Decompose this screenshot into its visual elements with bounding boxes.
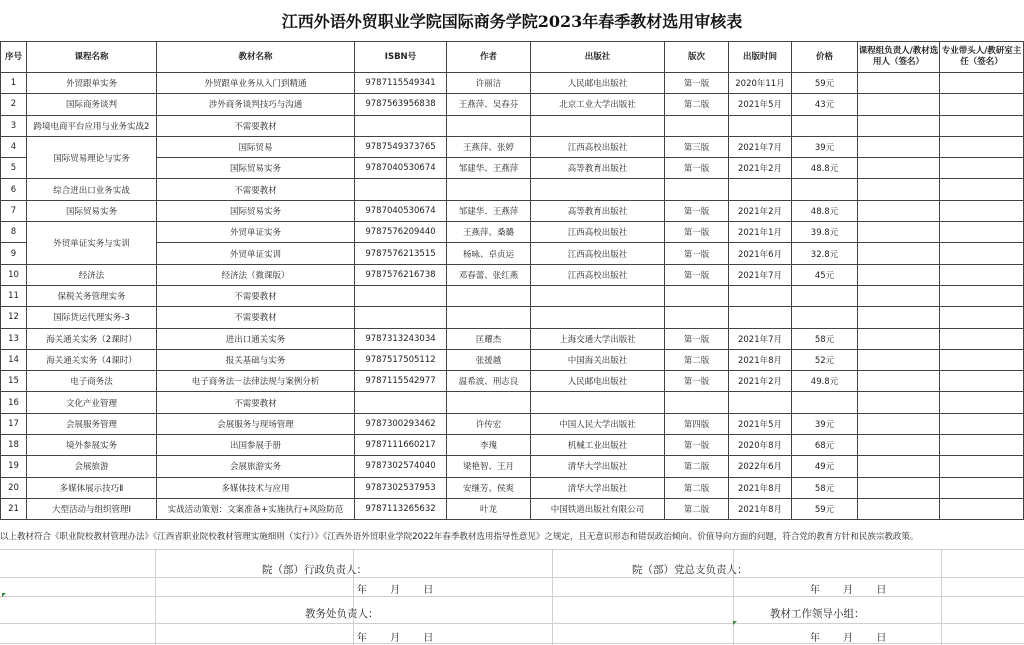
cell-edition: 第二版 xyxy=(665,477,729,498)
cell-sign-course-lead xyxy=(858,435,940,456)
cell-edition xyxy=(665,115,729,136)
cell-course: 经济法 xyxy=(27,264,157,285)
cell-sign-major-lead xyxy=(940,435,1024,456)
cell-sign-course-lead xyxy=(858,200,940,221)
cell-sign-course-lead xyxy=(858,179,940,200)
signature-party-head-label: 院（部）党总支负责人： xyxy=(632,564,748,576)
cell-isbn: 9787563956838 xyxy=(355,94,447,115)
cell-edition: 第一版 xyxy=(665,328,729,349)
cell-sign-major-lead xyxy=(940,179,1024,200)
cell-pubdate: 2021年2月 xyxy=(729,158,792,179)
cell-textbook: 不需要教材 xyxy=(157,307,355,328)
cell-pubdate: 2020年11月 xyxy=(729,73,792,94)
cell-sign-course-lead xyxy=(858,477,940,498)
cell-pubdate xyxy=(729,179,792,200)
cell-price: 49.8元 xyxy=(792,371,858,392)
cell-isbn: 9787040530674 xyxy=(355,158,447,179)
header-sign-course-lead: 课程组负责人/教材选用人（签名） xyxy=(858,42,940,73)
cell-seq: 9 xyxy=(1,243,27,264)
cell-course: 会展旅游 xyxy=(27,456,157,477)
cell-author: 王燕萍、吴春芬 xyxy=(447,94,531,115)
table-row xyxy=(1,328,1024,349)
cell-isbn: 9787300293462 xyxy=(355,413,447,434)
cell-pubdate: 2021年1月 xyxy=(729,222,792,243)
cell-textbook: 外贸单证实务 xyxy=(157,222,355,243)
cell-pubdate: 2021年5月 xyxy=(729,94,792,115)
cell-seq: 20 xyxy=(1,477,27,498)
header-isbn: ISBN号 xyxy=(355,42,447,73)
cell-comment-icon xyxy=(2,593,6,597)
header-textbook: 教材名称 xyxy=(157,42,355,73)
cell-course: 跨境电商平台应用与业务实战2 xyxy=(27,115,157,136)
cell-sign-major-lead xyxy=(940,200,1024,221)
table-row xyxy=(1,73,1024,94)
cell-course: 外贸跟单实务 xyxy=(27,73,157,94)
cell-pubdate xyxy=(729,115,792,136)
cell-textbook: 出国参展手册 xyxy=(157,435,355,456)
cell-isbn: 9787549373765 xyxy=(355,136,447,157)
cell-seq: 10 xyxy=(1,264,27,285)
cell-author: 邹建华、王燕萍 xyxy=(447,158,531,179)
cell-edition: 第一版 xyxy=(665,264,729,285)
cell-author xyxy=(447,392,531,413)
cell-price: 58元 xyxy=(792,328,858,349)
grid-line xyxy=(0,596,1024,597)
cell-publisher xyxy=(531,392,665,413)
cell-author: 李瑰 xyxy=(447,435,531,456)
cell-price xyxy=(792,307,858,328)
cell-textbook: 国际贸易实务 xyxy=(157,158,355,179)
table-row xyxy=(1,264,1024,285)
table-row xyxy=(1,222,1024,243)
table-row xyxy=(1,115,1024,136)
cell-isbn: 9787302574040 xyxy=(355,456,447,477)
cell-textbook: 进出口通关实务 xyxy=(157,328,355,349)
cell-price: 49元 xyxy=(792,456,858,477)
cell-author xyxy=(447,115,531,136)
cell-publisher: 中国人民大学出版社 xyxy=(531,413,665,434)
cell-course: 外贸单证实务与实训 xyxy=(27,222,157,265)
cell-seq: 18 xyxy=(1,435,27,456)
cell-seq: 15 xyxy=(1,371,27,392)
table-row xyxy=(1,136,1024,157)
cell-publisher: 江西高校出版社 xyxy=(531,243,665,264)
cell-sign-major-lead xyxy=(940,371,1024,392)
cell-author: 温希波、刑志良 xyxy=(447,371,531,392)
grid-line xyxy=(552,549,553,645)
cell-course: 海关通关实务（4课时） xyxy=(27,349,157,370)
cell-price: 59元 xyxy=(792,498,858,519)
cell-publisher xyxy=(531,115,665,136)
cell-sign-major-lead xyxy=(940,285,1024,306)
cell-price: 52元 xyxy=(792,349,858,370)
cell-textbook: 外贸跟单业务从入门到精通 xyxy=(157,73,355,94)
cell-course: 会展服务管理 xyxy=(27,413,157,434)
table-row xyxy=(1,349,1024,370)
cell-publisher: 人民邮电出版社 xyxy=(531,73,665,94)
cell-pubdate: 2020年8月 xyxy=(729,435,792,456)
cell-sign-major-lead xyxy=(940,73,1024,94)
signature-date-2: 年 月 日 xyxy=(810,585,887,596)
cell-textbook: 实战活动策划：文案准备+实施执行+风险防范 xyxy=(157,498,355,519)
cell-price: 48.8元 xyxy=(792,158,858,179)
cell-price xyxy=(792,115,858,136)
cell-course: 国际贸易理论与实务 xyxy=(27,136,157,179)
compliance-note: 以上教材符合《职业院校教材管理办法》《江西省职业院校教材管理实施细则（实行）》《江西外语外贸职业学院2022年春季教材选用指导性意见》之规定，且无意识形态和错误政治倾向、价值导向方面的问题，符合党的教育方针和民族宗教政策。 xyxy=(0,532,919,542)
cell-price: 48.8元 xyxy=(792,200,858,221)
table-row xyxy=(1,307,1024,328)
cell-isbn: 9787111660217 xyxy=(355,435,447,456)
cell-sign-major-lead xyxy=(940,307,1024,328)
header-price: 价格 xyxy=(792,42,858,73)
cell-publisher: 清华大学出版社 xyxy=(531,477,665,498)
cell-isbn: 9787115542977 xyxy=(355,371,447,392)
table-row xyxy=(1,413,1024,434)
cell-sign-course-lead xyxy=(858,264,940,285)
cell-publisher: 江西高校出版社 xyxy=(531,136,665,157)
cell-course: 综合进出口业务实战 xyxy=(27,179,157,200)
cell-isbn xyxy=(355,307,447,328)
cell-sign-major-lead xyxy=(940,328,1024,349)
cell-sign-major-lead xyxy=(940,94,1024,115)
cell-sign-major-lead xyxy=(940,264,1024,285)
cell-publisher: 清华大学出版社 xyxy=(531,456,665,477)
cell-seq: 17 xyxy=(1,413,27,434)
table-row xyxy=(1,179,1024,200)
cell-pubdate: 2021年5月 xyxy=(729,413,792,434)
cell-isbn xyxy=(355,179,447,200)
cell-course: 国际货运代理实务-3 xyxy=(27,307,157,328)
cell-sign-major-lead xyxy=(940,413,1024,434)
cell-isbn: 9787302537953 xyxy=(355,477,447,498)
cell-price: 58元 xyxy=(792,477,858,498)
cell-author xyxy=(447,179,531,200)
header-seq: 序号 xyxy=(1,42,27,73)
cell-course: 保税关务管理实务 xyxy=(27,285,157,306)
cell-seq: 6 xyxy=(1,179,27,200)
cell-publisher: 人民邮电出版社 xyxy=(531,371,665,392)
cell-author: 邓春蕾、张红燕 xyxy=(447,264,531,285)
cell-isbn xyxy=(355,115,447,136)
cell-seq: 4 xyxy=(1,136,27,157)
cell-textbook: 多媒体技术与应用 xyxy=(157,477,355,498)
cell-isbn: 9787576213515 xyxy=(355,243,447,264)
table-row xyxy=(1,477,1024,498)
cell-price: 32.8元 xyxy=(792,243,858,264)
cell-textbook: 会展服务与现场管理 xyxy=(157,413,355,434)
cell-seq: 5 xyxy=(1,158,27,179)
table-row xyxy=(1,392,1024,413)
cell-author: 安继芳、侯爽 xyxy=(447,477,531,498)
signature-date-1: 年 月 日 xyxy=(357,585,434,596)
cell-seq: 3 xyxy=(1,115,27,136)
cell-edition: 第一版 xyxy=(665,243,729,264)
cell-isbn xyxy=(355,285,447,306)
cell-textbook: 涉外商务谈判技巧与沟通 xyxy=(157,94,355,115)
cell-edition: 第一版 xyxy=(665,222,729,243)
cell-isbn: 9787113265632 xyxy=(355,498,447,519)
cell-sign-major-lead xyxy=(940,222,1024,243)
cell-sign-major-lead xyxy=(940,498,1024,519)
signature-affairs-head-label: 教务处负责人： xyxy=(305,608,379,620)
cell-edition xyxy=(665,307,729,328)
cell-edition: 第一版 xyxy=(665,158,729,179)
cell-price xyxy=(792,392,858,413)
cell-seq: 11 xyxy=(1,285,27,306)
cell-sign-course-lead xyxy=(858,115,940,136)
cell-pubdate: 2021年2月 xyxy=(729,371,792,392)
cell-edition: 第一版 xyxy=(665,73,729,94)
cell-course: 多媒体展示技巧Ⅱ xyxy=(27,477,157,498)
cell-edition: 第二版 xyxy=(665,498,729,519)
cell-edition: 第三版 xyxy=(665,136,729,157)
cell-price: 39元 xyxy=(792,136,858,157)
cell-textbook: 电子商务法－法律法规与案例分析 xyxy=(157,371,355,392)
cell-price: 68元 xyxy=(792,435,858,456)
table-row xyxy=(1,200,1024,221)
signature-admin-head-label: 院（部）行政负责人： xyxy=(262,564,367,576)
cell-publisher: 上海交通大学出版社 xyxy=(531,328,665,349)
table-row xyxy=(1,456,1024,477)
cell-author: 张援越 xyxy=(447,349,531,370)
cell-sign-course-lead xyxy=(858,392,940,413)
cell-seq: 2 xyxy=(1,94,27,115)
cell-seq: 8 xyxy=(1,222,27,243)
cell-edition: 第一版 xyxy=(665,200,729,221)
textbook-table xyxy=(0,41,1024,520)
cell-publisher: 中国海关出版社 xyxy=(531,349,665,370)
cell-author: 王燕萍、桑璐 xyxy=(447,222,531,243)
cell-course: 国际贸易实务 xyxy=(27,200,157,221)
cell-sign-course-lead xyxy=(858,371,940,392)
cell-publisher xyxy=(531,285,665,306)
cell-publisher: 中国铁道出版社有限公司 xyxy=(531,498,665,519)
cell-textbook: 不需要教材 xyxy=(157,285,355,306)
cell-edition: 第一版 xyxy=(665,435,729,456)
cell-sign-major-lead xyxy=(940,158,1024,179)
cell-sign-major-lead xyxy=(940,477,1024,498)
cell-edition: 第一版 xyxy=(665,371,729,392)
cell-author: 许丽洁 xyxy=(447,73,531,94)
cell-textbook: 经济法（微课版） xyxy=(157,264,355,285)
cell-seq: 13 xyxy=(1,328,27,349)
cell-isbn: 9787576209440 xyxy=(355,222,447,243)
cell-isbn: 9787576216738 xyxy=(355,264,447,285)
cell-isbn: 9787115549341 xyxy=(355,73,447,94)
cell-course: 大型活动与组织管理Ⅰ xyxy=(27,498,157,519)
cell-sign-major-lead xyxy=(940,243,1024,264)
cell-pubdate: 2021年8月 xyxy=(729,349,792,370)
cell-sign-course-lead xyxy=(858,73,940,94)
cell-course: 国际商务谈判 xyxy=(27,94,157,115)
cell-sign-course-lead xyxy=(858,328,940,349)
cell-sign-course-lead xyxy=(858,243,940,264)
cell-publisher xyxy=(531,179,665,200)
cell-author xyxy=(447,307,531,328)
grid-line xyxy=(155,549,156,645)
cell-pubdate: 2021年7月 xyxy=(729,328,792,349)
header-sign-major-lead: 专业带头人/教研室主任（签名） xyxy=(940,42,1024,73)
cell-edition: 第四版 xyxy=(665,413,729,434)
grid-line xyxy=(0,623,1024,624)
cell-pubdate xyxy=(729,392,792,413)
cell-price: 59元 xyxy=(792,73,858,94)
table-row xyxy=(1,371,1024,392)
cell-textbook: 外贸单证实训 xyxy=(157,243,355,264)
cell-seq: 7 xyxy=(1,200,27,221)
cell-textbook: 不需要教材 xyxy=(157,115,355,136)
cell-sign-course-lead xyxy=(858,136,940,157)
cell-price xyxy=(792,285,858,306)
cell-textbook: 报关基础与实务 xyxy=(157,349,355,370)
cell-sign-course-lead xyxy=(858,498,940,519)
cell-author: 匡耀杰 xyxy=(447,328,531,349)
table-row xyxy=(1,285,1024,306)
cell-edition xyxy=(665,285,729,306)
cell-isbn: 9787517505112 xyxy=(355,349,447,370)
cell-publisher: 高等教育出版社 xyxy=(531,200,665,221)
cell-seq: 14 xyxy=(1,349,27,370)
signature-date-3: 年 月 日 xyxy=(357,633,434,644)
cell-course: 文化产业管理 xyxy=(27,392,157,413)
signature-date-4: 年 月 日 xyxy=(810,633,887,644)
cell-publisher: 机械工业出版社 xyxy=(531,435,665,456)
header-publisher: 出版社 xyxy=(531,42,665,73)
cell-author xyxy=(447,285,531,306)
grid-line xyxy=(0,549,1024,550)
cell-pubdate: 2021年7月 xyxy=(729,136,792,157)
cell-isbn: 9787313243034 xyxy=(355,328,447,349)
cell-publisher xyxy=(531,307,665,328)
cell-seq: 16 xyxy=(1,392,27,413)
cell-sign-course-lead xyxy=(858,456,940,477)
cell-seq: 12 xyxy=(1,307,27,328)
cell-comment-icon xyxy=(733,621,737,625)
cell-price xyxy=(792,179,858,200)
cell-sign-major-lead xyxy=(940,349,1024,370)
cell-pubdate: 2022年6月 xyxy=(729,456,792,477)
cell-course: 境外参展实务 xyxy=(27,435,157,456)
cell-author: 杨咏、卓贞运 xyxy=(447,243,531,264)
grid-line xyxy=(0,577,1024,578)
cell-pubdate: 2021年6月 xyxy=(729,243,792,264)
cell-sign-course-lead xyxy=(858,285,940,306)
header-author: 作者 xyxy=(447,42,531,73)
cell-pubdate xyxy=(729,307,792,328)
cell-price: 45元 xyxy=(792,264,858,285)
cell-publisher: 北京工业大学出版社 xyxy=(531,94,665,115)
table-row xyxy=(1,435,1024,456)
cell-sign-course-lead xyxy=(858,158,940,179)
cell-author: 叶龙 xyxy=(447,498,531,519)
cell-pubdate: 2021年2月 xyxy=(729,200,792,221)
cell-edition: 第二版 xyxy=(665,456,729,477)
cell-pubdate: 2021年8月 xyxy=(729,498,792,519)
cell-seq: 19 xyxy=(1,456,27,477)
table-body xyxy=(1,73,1024,520)
cell-sign-course-lead xyxy=(858,307,940,328)
page-title: 江西外语外贸职业学院国际商务学院2023年春季教材选用审核表 xyxy=(281,12,743,31)
cell-sign-major-lead xyxy=(940,456,1024,477)
cell-isbn: 9787040530674 xyxy=(355,200,447,221)
signature-leading-group-label: 教材工作领导小组： xyxy=(770,608,865,620)
cell-author: 邹建华、王燕萍 xyxy=(447,200,531,221)
cell-course: 海关通关实务（2课时） xyxy=(27,328,157,349)
cell-seq: 21 xyxy=(1,498,27,519)
cell-sign-course-lead xyxy=(858,94,940,115)
cell-sign-major-lead xyxy=(940,115,1024,136)
table-row xyxy=(1,498,1024,519)
cell-author: 许传宏 xyxy=(447,413,531,434)
cell-sign-course-lead xyxy=(858,413,940,434)
cell-sign-course-lead xyxy=(858,222,940,243)
cell-textbook: 国际贸易 xyxy=(157,136,355,157)
header-pubdate: 出版时间 xyxy=(729,42,792,73)
cell-pubdate: 2021年8月 xyxy=(729,477,792,498)
table-row xyxy=(1,94,1024,115)
cell-price: 39.8元 xyxy=(792,222,858,243)
header-course: 课程名称 xyxy=(27,42,157,73)
cell-edition: 第二版 xyxy=(665,94,729,115)
cell-textbook: 不需要教材 xyxy=(157,392,355,413)
cell-textbook: 会展旅游实务 xyxy=(157,456,355,477)
cell-pubdate: 2021年7月 xyxy=(729,264,792,285)
cell-textbook: 不需要教材 xyxy=(157,179,355,200)
cell-textbook: 国际贸易实务 xyxy=(157,200,355,221)
cell-author: 梁艳智、王月 xyxy=(447,456,531,477)
cell-publisher: 江西高校出版社 xyxy=(531,222,665,243)
header-row xyxy=(1,42,1024,73)
cell-price: 39元 xyxy=(792,413,858,434)
cell-author: 王燕萍、张婷 xyxy=(447,136,531,157)
cell-course: 电子商务法 xyxy=(27,371,157,392)
cell-edition: 第二版 xyxy=(665,349,729,370)
header-edition: 版次 xyxy=(665,42,729,73)
cell-publisher: 高等教育出版社 xyxy=(531,158,665,179)
cell-isbn xyxy=(355,392,447,413)
cell-sign-major-lead xyxy=(940,136,1024,157)
cell-edition xyxy=(665,392,729,413)
cell-publisher: 江西高校出版社 xyxy=(531,264,665,285)
cell-edition xyxy=(665,179,729,200)
cell-sign-course-lead xyxy=(858,349,940,370)
cell-sign-major-lead xyxy=(940,392,1024,413)
cell-price: 43元 xyxy=(792,94,858,115)
grid-line xyxy=(941,549,942,645)
cell-pubdate xyxy=(729,285,792,306)
cell-seq: 1 xyxy=(1,73,27,94)
